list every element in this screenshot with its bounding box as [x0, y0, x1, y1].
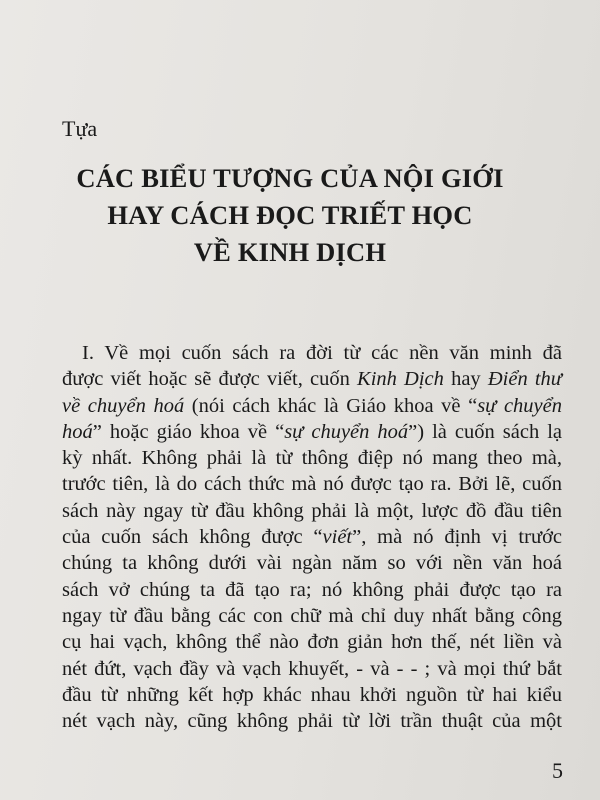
italic-text: Điển thư [487, 368, 562, 391]
body-line [62, 366, 562, 392]
text-run: kỳ nhất. Không phải là từ thông điệp nó mang theo mà, [62, 447, 562, 470]
italic-text: sự chuyển [477, 394, 562, 417]
section-label: Tựa [62, 116, 98, 141]
italic-text: hoá [62, 420, 93, 443]
body-line [62, 682, 562, 708]
italic-text: Kinh Dịch [357, 368, 444, 391]
body-line [62, 524, 562, 550]
text-run: ngay từ đầu bằng các con chữ mà chỉ duy nhất bằng công [62, 604, 562, 627]
body-line [62, 393, 562, 419]
body-line [62, 419, 562, 445]
body-line [62, 498, 562, 524]
text-run: ”) là cuốn sách lạ [408, 420, 562, 443]
text-run: ” hoặc giáo khoa về “ [92, 420, 285, 443]
page-number: 5 [552, 758, 563, 783]
title-line-1: CÁC BIỂU TƯỢNG CỦA NỘI GIỚI [76, 163, 504, 193]
text-run: nét đứt, vạch đầy và vạch khuyết, - và - - ; và mọi thứ bắt [62, 657, 562, 680]
body-line [62, 550, 562, 576]
italic-text: sự chuyển hoá [284, 420, 409, 443]
text-run: I. Về mọi cuốn sách ra đời từ các nền văn minh đã [82, 342, 562, 364]
title-line-2: HAY CÁCH ĐỌC TRIẾT HỌC [107, 200, 473, 230]
text-run: cụ hai vạch, không thể nào đơn giản hơn thế, nét liền và [62, 631, 562, 654]
text-run: sách này ngay từ đầu không phải là một, lược đồ đầu tiên [62, 499, 562, 522]
text-run: chúng ta không dưới vài ngàn năm so với nền văn hoá [62, 552, 562, 575]
title-line-3: VỀ KINH DỊCH [193, 237, 387, 267]
body-line [62, 445, 562, 471]
body-line [62, 471, 562, 497]
body-line [62, 340, 562, 366]
text-run: hay [443, 368, 488, 391]
body-line [62, 629, 562, 655]
chapter-title [0, 160, 580, 271]
text-run: sách vở chúng ta đã tạo ra; nó không phải được tạo ra [62, 578, 562, 601]
body-line [62, 577, 562, 603]
body-paragraph [62, 340, 562, 734]
text-run: đầu từ những kết hợp khác nhau khởi nguồn từ hai kiểu [62, 683, 562, 706]
text-run: của cuốn sách không được “ [62, 526, 323, 549]
text-run: nét vạch này, cũng không phải từ lời trần thuật của một [62, 710, 562, 733]
body-line [62, 708, 562, 734]
text-run: được viết hoặc sẽ được viết, cuốn [62, 368, 358, 391]
italic-text: về chuyển hoá [62, 394, 185, 417]
italic-text: viết [322, 526, 353, 549]
text-run: (nói cách khác là Giáo khoa về “ [184, 394, 478, 417]
text-run: trước tiên, là do cách thức mà nó được tạo ra. Bởi lẽ, cuốn [62, 473, 562, 496]
body-line [62, 603, 562, 629]
body-line [62, 656, 562, 682]
text-run: ”, mà nó định vị trước [352, 526, 563, 549]
